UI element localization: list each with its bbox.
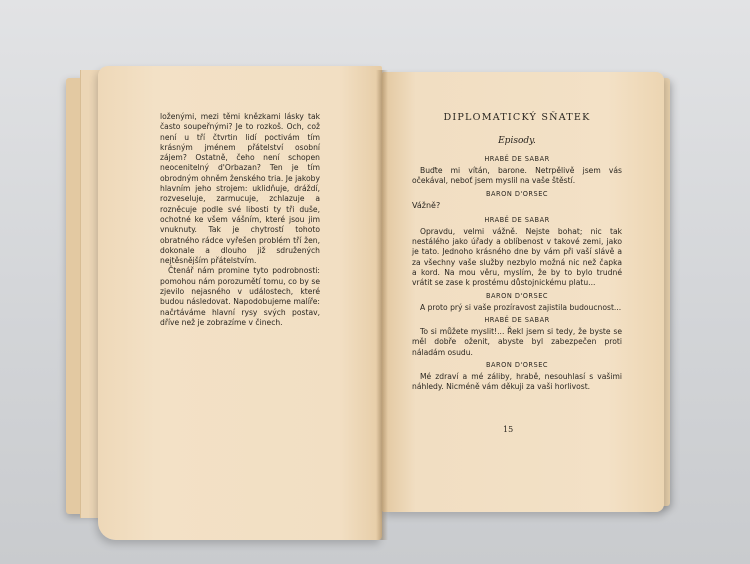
left-page-text	[160, 112, 320, 328]
speaker-name: BARON D'ORSEC	[486, 189, 548, 198]
right-page-text	[412, 112, 622, 394]
speaker-name: HRABĚ DE SABAR	[484, 315, 550, 324]
left-paragraph-1: loženými, mezi těmi knězkami lásky tak často soupeřnými? Je to rozkoš. Och, což není u tří čtvrtin lidí poctivám tím krásným jménem přátelství osobní zájem? Ostatně, čeho není schopen neocenitelný d'Orbazan? Ten je tím obrodným ohněm ženského tria. Je jakoby hlavním jeho strojem: uklidňuje, dráždí, rozveseluje, zarmucuje, zchlazuje a rozněcuje podle své libosti ty tři duše, ochotné ke všem vášním, které jsou jim vnuknuty. Tak je chytrostí tohoto obratného rádce vyřešen problém tří žen, dokonale a dlouho již sdružených nejtěsnějším přátelstvím.	[160, 112, 320, 266]
chapter-subtitle: Episody.	[498, 136, 536, 146]
left-paragraph-2: Čtenář nám promine tyto podrobnosti: pomohou nám porozumětí tomu, co by se zjevilo nejasného v událostech, které budou následovat. Napodobujeme malíře: načrtáváme hlavní rysy svých postav, dříve než je zobrazíme v činech.	[160, 266, 320, 327]
speaker-name: BARON D'ORSEC	[486, 360, 548, 369]
speech-line: Opravdu, velmi vážně. Nejste bohat; nic tak nestálého jako úřady a oblíbenost v takové zemi, jako je tato. Jednoho krásného dne by vám při vaší slávě a za všechny vaše služby nezbylo možná nic než čapka a kord. Na mou věru, myslím, že by to bylo trudné vrátit se zase k prostému důstojnickému platu...	[412, 226, 622, 288]
chapter-title: DIPLOMATICKÝ SŇATEK	[443, 112, 591, 123]
speech-line: A proto prý si vaše prozíravost zajistila budoucnost...	[420, 302, 622, 312]
speech-line: Buďte mi vítán, barone. Netrpělivě jsem vás očekával, neboť jsem myslil na vaše štěstí.	[412, 166, 622, 186]
speech-line: To si můžete myslit!... Řekl jsem si tedy, že byste se měl dobře oženit, abyste byl zabezpečen proti náladám osudu.	[412, 326, 622, 357]
speaker-name: BARON D'ORSEC	[486, 291, 548, 300]
book-gutter	[376, 70, 388, 540]
speech-line: Vážně?	[412, 200, 441, 210]
speech-line: Mé zdraví a mé záliby, hrabě, nesouhlasí s vašimi náhledy. Nicméně vám děkuji za vaši horlivost.	[412, 371, 622, 392]
speaker-name: HRABĚ DE SABAR	[484, 215, 550, 224]
speaker-name: HRABĚ DE SABAR	[484, 155, 550, 163]
page-number: 15	[503, 425, 514, 434]
